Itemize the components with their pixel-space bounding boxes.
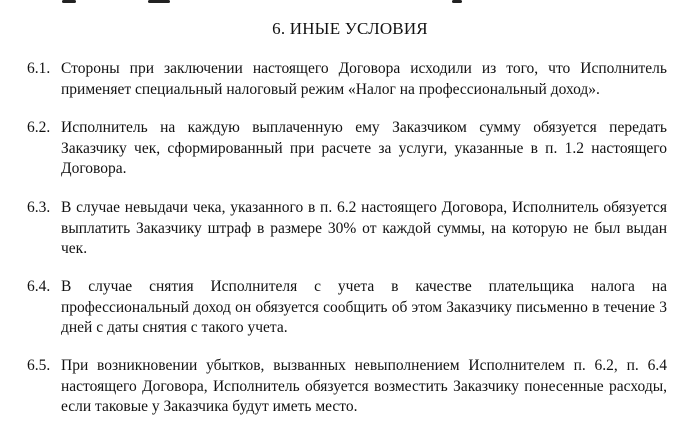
clause-text: При возникновении убытков, вызванных невыполнением Исполнителем п. 6.2, п. 6.4 настоящего Договора, Исполнитель обязуется возместить Заказчику понесенные расходы, если таковые у Заказчика будут иметь место. [61, 357, 667, 415]
cropped-text-fragment [452, 0, 462, 3]
clause-text: Стороны при заключении настоящего Договора исходили из того, что Исполнитель применяет специальный налоговый режим «Налог на профессиональный доход». [61, 60, 667, 98]
clause-text: В случае снятия Исполнителя с учета в качестве плательщика налога на профессиональный доход он обязуется сообщить об этом Заказчику письменно в течение 3 дней с даты снятия с такого учета. [61, 278, 667, 336]
cropped-text-fragment [62, 0, 76, 3]
clause-number: 6.3. [27, 199, 51, 216]
clause-number: 6.5. [27, 357, 51, 374]
clause-number: 6.1. [27, 60, 51, 77]
clause-number: 6.4. [27, 278, 51, 295]
section-title: 6. ИНЫЕ УСЛОВИЯ [272, 19, 428, 38]
clause-number: 6.2. [27, 119, 51, 136]
clause-text: В случае невыдачи чека, указанного в п. 6.2 настоящего Договора, Исполнитель обязуется выплатить Заказчику штраф в размере 30% от каждой суммы, на которую не был выдан чек. [61, 199, 667, 257]
cropped-text-fragment [148, 0, 170, 3]
clause-text: Исполнитель на каждую выплаченную ему Заказчиком сумму обязуется передать Заказчику чек, сформированный при расчете за услуги, указанные в п. 1.2 настоящего Договора. [61, 119, 667, 177]
